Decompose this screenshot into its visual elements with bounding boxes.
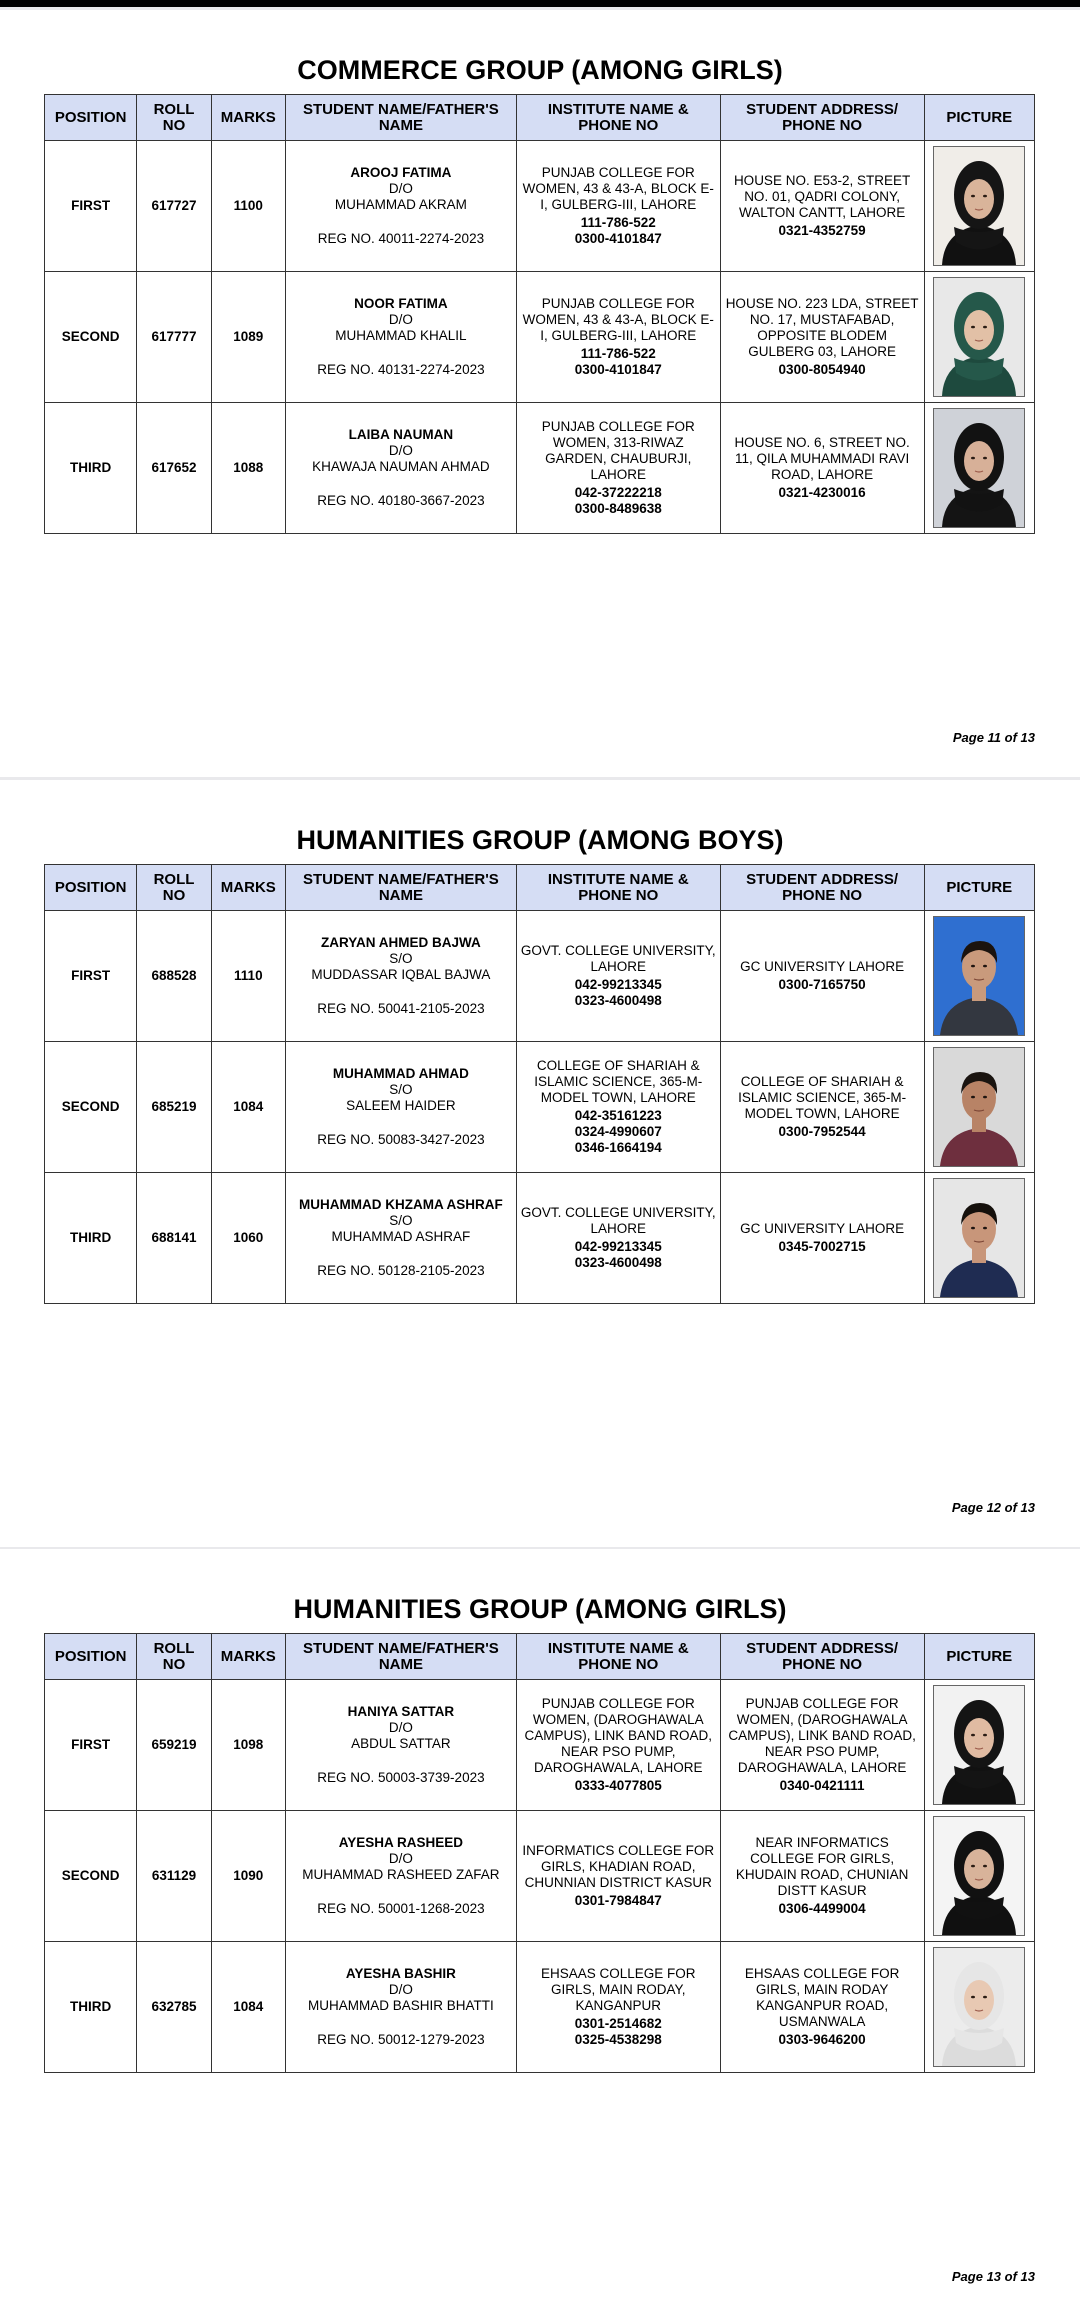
picture-cell: [924, 1942, 1035, 2073]
position-cell: FIRST: [45, 141, 137, 272]
table-row: [45, 1042, 1035, 1173]
relation-label: D/O: [388, 312, 413, 327]
relation-label: S/O: [389, 1082, 413, 1097]
picture-cell: [924, 1680, 1035, 1811]
student-address: EHSAAS COLLEGE FOR GIRLS, MAIN RODAY KANGANPUR ROAD, USMANWALA: [744, 1966, 900, 2029]
student-cell: [285, 141, 516, 272]
registration-number: REG NO. 50083-3427-2023: [317, 1132, 485, 1147]
table-row: [45, 1680, 1035, 1811]
student-name: ZARYAN AHMED BAJWA: [321, 935, 481, 950]
student-photo: [933, 1178, 1025, 1298]
institute-name: PUNJAB COLLEGE FOR WOMEN, 43 & 43-A, BLOCK E-I, GULBERG-III, LAHORE: [522, 165, 714, 212]
marks-cell: 1084: [211, 1942, 285, 2073]
table-row: [45, 1942, 1035, 2073]
institute-phone: 0300-8489638: [574, 501, 662, 516]
student-photo: [933, 916, 1025, 1036]
marks-header: MARKS: [211, 1634, 285, 1680]
student-name: NOOR FATIMA: [354, 296, 448, 311]
position-cell: SECOND: [45, 1042, 137, 1173]
institute-cell: [516, 1173, 720, 1304]
institute-phone: 0324-4990607: [574, 1124, 662, 1139]
roll-no-cell: 685219: [137, 1042, 211, 1173]
institute-phone: 0301-7984847: [574, 1893, 662, 1908]
picture-cell: [924, 141, 1035, 272]
student-phone: 0321-4352759: [778, 223, 866, 238]
student-address: COLLEGE OF SHARIAH & ISLAMIC SCIENCE, 365-M-MODEL TOWN, LAHORE: [738, 1074, 907, 1121]
institute-cell: [516, 911, 720, 1042]
marks-cell: 1098: [211, 1680, 285, 1811]
registration-number: REG NO. 50001-1268-2023: [317, 1901, 485, 1916]
student-phone: 0303-9646200: [778, 2032, 866, 2047]
student-phone: 0321-4230016: [778, 485, 866, 500]
header-row: [45, 1634, 1035, 1680]
table-row: [45, 1811, 1035, 1942]
student-cell: [285, 272, 516, 403]
father-name: MUHAMMAD AKRAM: [334, 197, 467, 212]
student-cell: [285, 1811, 516, 1942]
student-phone: 0306-4499004: [778, 1901, 866, 1916]
marks-cell: 1100: [211, 141, 285, 272]
father-name: MUDDASSAR IQBAL BAJWA: [311, 967, 491, 982]
table-row: [45, 141, 1035, 272]
results-page: [0, 10, 1080, 777]
student-phone: 0300-7952544: [778, 1124, 866, 1139]
student-address: NEAR INFORMATICS COLLEGE FOR GIRLS, KHUDAIN ROAD, CHUNIAN DISTT KASUR: [735, 1835, 909, 1898]
student-phone: 0340-0421111: [779, 1778, 865, 1793]
picture-cell: [924, 403, 1035, 534]
picture-cell: [924, 1811, 1035, 1942]
address-cell: [720, 403, 924, 534]
picture-cell: [924, 272, 1035, 403]
results-table: [44, 864, 1035, 1304]
address-cell: [720, 1811, 924, 1942]
address-cell: [720, 272, 924, 403]
page-number: Page 11 of 13: [952, 730, 1035, 745]
table-row: [45, 272, 1035, 403]
institute-cell: [516, 1942, 720, 2073]
institute-cell: [516, 1811, 720, 1942]
results-page: [0, 780, 1080, 1547]
relation-label: S/O: [389, 1213, 413, 1228]
relation-label: D/O: [388, 1982, 413, 1997]
marks-header: MARKS: [211, 95, 285, 141]
position-cell: FIRST: [45, 911, 137, 1042]
student-cell: [285, 1042, 516, 1173]
father-name: KHAWAJA NAUMAN AHMAD: [312, 459, 490, 474]
father-name: MUHAMMAD KHALIL: [335, 328, 467, 343]
student-name: AYESHA RASHEED: [338, 1835, 464, 1850]
student-cell: [285, 1680, 516, 1811]
registration-number: REG NO. 40011-2274-2023: [317, 231, 485, 246]
student-address: PUNJAB COLLEGE FOR WOMEN, (DAROGHAWALA CAMPUS), LINK BAND ROAD, NEAR PSO PUMP, DAROGHAWALA, LAHORE: [728, 1696, 916, 1775]
address-header: STUDENT ADDRESS/ PHONE NO: [720, 865, 924, 911]
roll-no-cell: 688528: [137, 911, 211, 1042]
position-header: POSITION: [45, 865, 137, 911]
relation-label: D/O: [388, 181, 413, 196]
address-cell: [720, 1042, 924, 1173]
father-name: ABDUL SATTAR: [351, 1736, 451, 1751]
table-row: [45, 403, 1035, 534]
student-cell: [285, 403, 516, 534]
marks-cell: 1084: [211, 1042, 285, 1173]
group-title: COMMERCE GROUP (AMONG GIRLS): [297, 55, 783, 85]
marks-cell: 1060: [211, 1173, 285, 1304]
student-address: HOUSE NO. 6, STREET NO. 11, QILA MUHAMMADI RAVI ROAD, LAHORE: [734, 435, 910, 482]
position-cell: FIRST: [45, 1680, 137, 1811]
institute-name: PUNJAB COLLEGE FOR WOMEN, 313-RIWAZ GARDEN, CHAUBURJI, LAHORE: [541, 419, 695, 482]
marks-cell: 1089: [211, 272, 285, 403]
student-name: LAIBA NAUMAN: [348, 427, 454, 442]
institute-header: INSTITUTE NAME & PHONE NO: [516, 865, 720, 911]
roll-no-cell: 617727: [137, 141, 211, 272]
relation-label: D/O: [388, 1851, 413, 1866]
table-row: [45, 911, 1035, 1042]
student-name: HANIYA SATTAR: [347, 1704, 455, 1719]
page-number: Page 12 of 13: [951, 1500, 1035, 1515]
roll-no-cell: 659219: [137, 1680, 211, 1811]
student-photo: [933, 408, 1025, 528]
results-table: [44, 1633, 1035, 2073]
institute-phone: 111-786-522: [580, 346, 656, 361]
roll-no-cell: 688141: [137, 1173, 211, 1304]
institute-phone: 042-99213345: [574, 977, 662, 992]
institute-header: INSTITUTE NAME & PHONE NO: [516, 1634, 720, 1680]
picture-cell: [924, 1042, 1035, 1173]
student-name: AROOJ FATIMA: [350, 165, 452, 180]
institute-phone: 042-37222218: [574, 485, 662, 500]
relation-label: S/O: [389, 951, 413, 966]
institute-name: INFORMATICS COLLEGE FOR GIRLS, KHADIAN ROAD, CHUNNIAN DISTRICT KASUR: [522, 1843, 715, 1890]
student-phone: 0300-8054940: [778, 362, 866, 377]
father-name: MUHAMMAD BASHIR BHATTI: [308, 1998, 494, 2013]
registration-number: REG NO. 50041-2105-2023: [317, 1001, 485, 1016]
address-header: STUDENT ADDRESS/ PHONE NO: [720, 95, 924, 141]
institute-phone: 0346-1664194: [574, 1140, 662, 1155]
student-photo: [933, 1816, 1025, 1936]
student-name: MUHAMMAD KHZAMA ASHRAF: [299, 1197, 503, 1212]
group-title: HUMANITIES GROUP (AMONG BOYS): [296, 825, 784, 855]
institute-header: INSTITUTE NAME & PHONE NO: [516, 95, 720, 141]
relation-label: D/O: [388, 1720, 413, 1735]
table-row: [45, 1173, 1035, 1304]
student-photo: [933, 146, 1025, 266]
student-photo: [933, 1947, 1025, 2067]
institute-name: PUNJAB COLLEGE FOR WOMEN, 43 & 43-A, BLOCK E-I, GULBERG-III, LAHORE: [522, 296, 714, 343]
institute-phone: 0323-4600498: [574, 1255, 662, 1270]
student-name-header: STUDENT NAME/FATHER'S NAME: [285, 95, 516, 141]
roll-no-header: ROLL NO: [137, 1634, 211, 1680]
roll-no-header: ROLL NO: [137, 95, 211, 141]
institute-phone: 111-786-522: [580, 215, 656, 230]
institute-phone: 0300-4101847: [574, 362, 662, 377]
address-header: STUDENT ADDRESS/ PHONE NO: [720, 1634, 924, 1680]
registration-number: REG NO. 50003-3739-2023: [317, 1770, 485, 1785]
address-cell: [720, 1173, 924, 1304]
marks-header: MARKS: [211, 865, 285, 911]
picture-header: PICTURE: [924, 95, 1035, 141]
student-address: HOUSE NO. E53-2, STREET NO. 01, QADRI COLONY, WALTON CANTT, LAHORE: [733, 173, 911, 220]
student-address: HOUSE NO. 223 LDA, STREET NO. 17, MUSTAFABAD, OPPOSITE BLODEM GULBERG 03, LAHORE: [725, 296, 919, 359]
institute-name: GOVT. COLLEGE UNIVERSITY, LAHORE: [520, 943, 716, 974]
student-name: MUHAMMAD AHMAD: [332, 1066, 469, 1081]
picture-cell: [924, 911, 1035, 1042]
student-photo: [933, 1685, 1025, 1805]
institute-cell: [516, 1042, 720, 1173]
relation-label: D/O: [388, 443, 413, 458]
roll-no-cell: 617777: [137, 272, 211, 403]
student-cell: [285, 911, 516, 1042]
father-name: SALEEM HAIDER: [346, 1098, 456, 1113]
results-page: [0, 1549, 1080, 2311]
student-address: GC UNIVERSITY LAHORE: [740, 1221, 905, 1236]
registration-number: REG NO. 40131-2274-2023: [317, 362, 485, 377]
roll-no-cell: 632785: [137, 1942, 211, 2073]
position-cell: SECOND: [45, 1811, 137, 1942]
student-photo: [933, 1047, 1025, 1167]
institute-phone: 0323-4600498: [574, 993, 662, 1008]
institute-name: PUNJAB COLLEGE FOR WOMEN, (DAROGHAWALA CAMPUS), LINK BAND ROAD, NEAR PSO PUMP, DAROGHAWALA, LAHORE: [524, 1696, 713, 1775]
student-cell: [285, 1942, 516, 2073]
roll-no-cell: 631129: [137, 1811, 211, 1942]
address-cell: [720, 1680, 924, 1811]
registration-number: REG NO. 50012-1279-2023: [317, 2032, 485, 2047]
header-row: [45, 865, 1035, 911]
registration-number: REG NO. 50128-2105-2023: [317, 1263, 485, 1278]
student-address: GC UNIVERSITY LAHORE: [740, 959, 905, 974]
institute-phone: 0333-4077805: [574, 1778, 662, 1793]
student-name-header: STUDENT NAME/FATHER'S NAME: [285, 1634, 516, 1680]
institute-name: GOVT. COLLEGE UNIVERSITY, LAHORE: [520, 1205, 716, 1236]
page-number: Page 13 of 13: [951, 2269, 1035, 2284]
address-cell: [720, 911, 924, 1042]
picture-header: PICTURE: [924, 1634, 1035, 1680]
student-name-header: STUDENT NAME/FATHER'S NAME: [285, 865, 516, 911]
student-phone: 0300-7165750: [778, 977, 866, 992]
institute-cell: [516, 1680, 720, 1811]
institute-phone: 042-99213345: [574, 1239, 662, 1254]
position-header: POSITION: [45, 1634, 137, 1680]
position-header: POSITION: [45, 95, 137, 141]
roll-no-header: ROLL NO: [137, 865, 211, 911]
institute-cell: [516, 403, 720, 534]
student-photo: [933, 277, 1025, 397]
roll-no-cell: 617652: [137, 403, 211, 534]
institute-phone: 0325-4538298: [574, 2032, 662, 2047]
group-title: HUMANITIES GROUP (AMONG GIRLS): [293, 1594, 787, 1624]
marks-cell: 1110: [211, 911, 285, 1042]
top-border: [0, 0, 1080, 7]
marks-cell: 1090: [211, 1811, 285, 1942]
father-name: MUHAMMAD RASHEED ZAFAR: [302, 1867, 500, 1882]
position-cell: THIRD: [45, 1942, 137, 2073]
position-cell: SECOND: [45, 272, 137, 403]
institute-name: EHSAAS COLLEGE FOR GIRLS, MAIN RODAY, KANGANPUR: [541, 1966, 696, 2013]
student-cell: [285, 1173, 516, 1304]
position-cell: THIRD: [45, 1173, 137, 1304]
address-cell: [720, 1942, 924, 2073]
institute-cell: [516, 141, 720, 272]
student-phone: 0345-7002715: [778, 1239, 866, 1254]
address-cell: [720, 141, 924, 272]
results-table: [44, 94, 1035, 534]
father-name: MUHAMMAD ASHRAF: [331, 1229, 471, 1244]
student-name: AYESHA BASHIR: [345, 1966, 456, 1981]
institute-phone: 0301-2514682: [574, 2016, 662, 2031]
picture-header: PICTURE: [924, 865, 1035, 911]
institute-phone: 042-35161223: [574, 1108, 662, 1123]
header-row: [45, 95, 1035, 141]
position-cell: THIRD: [45, 403, 137, 534]
registration-number: REG NO. 40180-3667-2023: [317, 493, 485, 508]
marks-cell: 1088: [211, 403, 285, 534]
institute-phone: 0300-4101847: [574, 231, 662, 246]
institute-cell: [516, 272, 720, 403]
institute-name: COLLEGE OF SHARIAH & ISLAMIC SCIENCE, 365-M-MODEL TOWN, LAHORE: [534, 1058, 703, 1105]
picture-cell: [924, 1173, 1035, 1304]
